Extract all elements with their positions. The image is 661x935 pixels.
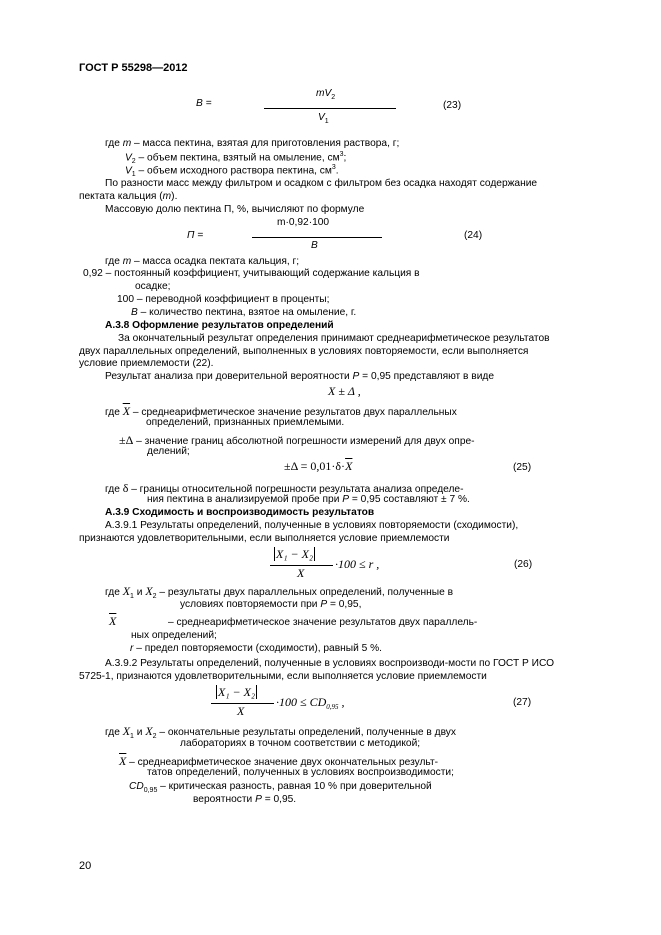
a39-where1b: условиях повторяемости при P = 0,95, xyxy=(180,599,362,610)
fraction-line xyxy=(252,237,382,238)
a38-where3b: ния пектина в анализируемой пробе при P = 0,95 составляют ± 7 %. xyxy=(147,494,470,505)
a39-p3: А.3.9.2 Результаты определений, полученные в условиях воспроизводи-мости по ГОСТ Р ИСО xyxy=(105,658,555,669)
where24-line2: 0,92 – постоянный коэффициент, учитывающий содержание кальция в xyxy=(83,268,420,279)
a39-where1: где $X_1$ и $X_2$ – результаты двух параллельных определений, полученные в xyxy=(105,584,453,601)
a39-p2: признаются удовлетворительными, если выполняется условие приемлемости xyxy=(79,533,450,544)
eq23-numerator: $mV_2$ xyxy=(316,88,336,102)
a38-p3: условие приемлемости (22). xyxy=(79,358,214,369)
eq26-denominator: $\overline{X}$ xyxy=(297,566,305,580)
eq26-rhs: ·100 ≤ r , xyxy=(335,557,380,571)
section-a39-title: А.3.9 Сходимость и воспроизводимость результатов xyxy=(105,507,375,518)
eq25-number: (25) xyxy=(513,462,532,473)
eq27-denominator: $\overline{X}$ xyxy=(237,704,245,718)
eq24-lhs: П = xyxy=(187,230,204,241)
a38-p1: За окончательный результат определения принимают среднеарифметическое результатов xyxy=(118,333,550,344)
section-a38-title: А.3.8 Оформление результатов определений xyxy=(105,320,334,331)
result-expression: X ± Δ , xyxy=(328,384,361,398)
a39-where5: $\overline{X}$ – среднеарифметическое значение двух окончательных результ- xyxy=(119,754,439,768)
a39-where4: где $X_1$ и $X_2$ – окончательные результаты определений, полученные в двух xyxy=(105,724,456,741)
eq23-number: (23) xyxy=(443,100,462,111)
para-diff-line1: По разности масс между фильтром и осадком с фильтром без осадка находят содержание xyxy=(105,178,538,189)
where24-line4: B – количество пектина, взятое на омыление, г. xyxy=(131,307,357,318)
a39-where2: – среднеарифметическое значение результатов двух параллель- xyxy=(168,617,478,628)
a39-where4b: лабораториях в точном соответствии с методикой; xyxy=(180,738,421,749)
where24-line3: 100 – переводной коэффициент в проценты; xyxy=(117,294,330,305)
where23-line3: $V_1$ – объем исходного раствора пектина, $см^3$. xyxy=(125,164,339,179)
a39-where5b: татов определений, полученных в условиях воспроизводимости; xyxy=(147,767,454,778)
a38-where2: ±Δ – значение границ абсолютной погрешности измерений для двух опре- xyxy=(119,433,475,447)
a39-p1: А.3.9.1 Результаты определений, полученные в условиях повторяемости (сходимости), xyxy=(105,520,519,531)
eq26-numerator: X₁ − X₂ xyxy=(276,547,314,561)
where24-line1: где m – масса осадка пектата кальция, г; xyxy=(105,256,300,267)
where24-line2b: осадке; xyxy=(135,281,171,292)
eq23-denominator: $V_1$ xyxy=(318,112,329,126)
eq25-expression: $\pm\Delta = 0,01\cdot\delta\cdot\overline{X}$ xyxy=(284,459,353,473)
eq24-denominator: B xyxy=(311,240,318,251)
a39-where6b: вероятности P = 0,95. xyxy=(193,794,297,805)
where23-line2: $V_2$ – объем пектина, взятый на омыление, $см^3$; xyxy=(125,151,347,166)
a39-p4: 5725-1, признаются удовлетворительными, если выполняется условие приемлемости xyxy=(79,671,487,682)
eq24-numerator: m·0,92·100 xyxy=(277,217,330,228)
eq26-number: (26) xyxy=(514,559,533,570)
eq27-number: (27) xyxy=(513,697,532,708)
where23-line1: где m – масса пектина, взятая для приготовления раствора, г; xyxy=(105,138,400,149)
a38-where3: где δ – границы относительной погрешности результата анализа определе- xyxy=(105,481,464,495)
a38-p4: Результат анализа при доверительной вероятности P = 0,95 представляют в виде xyxy=(105,371,494,382)
a39-where6: $CD_{0,95}$ – критическая разность, равная 10 % при доверительной xyxy=(129,781,432,795)
para-diff-line2: пектата кальция (m). xyxy=(79,191,178,202)
fraction-line xyxy=(264,108,396,109)
eq27-rhs: $\cdot 100 \le CD_{0,95}$ , xyxy=(276,695,345,712)
eq27-numerator: X₁ − X₂ xyxy=(218,685,256,699)
a39-where3: r – предел повторяемости (сходимости), равный 5 %. xyxy=(130,643,382,654)
a39-where2-symbol: $\overline{X}$ xyxy=(109,614,117,628)
a39-where2b: ных определений; xyxy=(131,630,217,641)
eq23-lhs: B = xyxy=(196,98,212,109)
para-mass: Массовую долю пектина П, %, вычисляют по формуле xyxy=(105,204,365,215)
document-header: ГОСТ Р 55298—2012 xyxy=(79,62,188,74)
page-number: 20 xyxy=(79,860,92,872)
a38-where2b: делений; xyxy=(147,446,190,457)
a38-p2: двух параллельных определений, выполненных в условиях повторяемости, если выполняется xyxy=(79,346,529,357)
a38-where1b: определений, признанных приемлемыми. xyxy=(146,417,345,428)
eq24-number: (24) xyxy=(464,230,483,241)
a38-where1: где $\overline{X}$ – среднеарифметическое значение результатов двух параллельных xyxy=(105,404,457,418)
